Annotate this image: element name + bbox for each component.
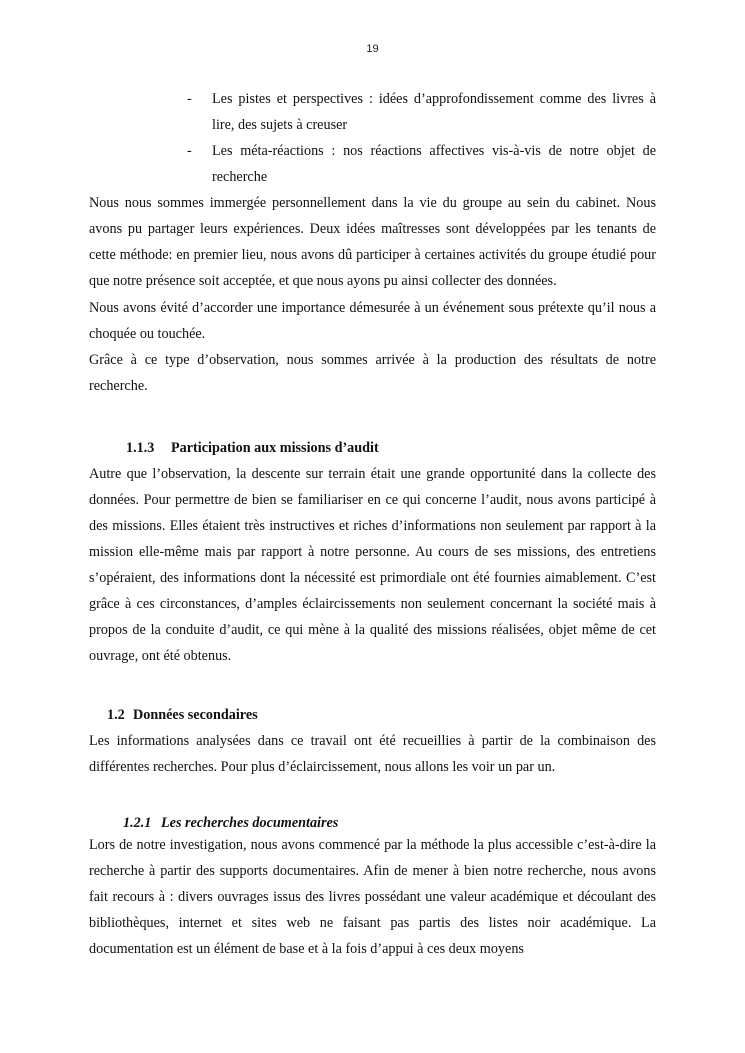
paragraph-donnees-secondaires: Les informations analysées dans ce travail ont été recueillies à partir de la combinaison des différentes recherches. Pour plus d’éclaircissement, nous allons les voir un par un. bbox=[89, 733, 656, 775]
bullet-item bbox=[89, 86, 656, 138]
bullet-text: Les pistes et perspectives : idées d’approfondissement comme des livres à lire, des sujets à creuser bbox=[212, 91, 656, 133]
heading-title: Données secondaires bbox=[133, 707, 258, 723]
bullet-text: Les méta-réactions : nos réactions affectives vis-à-vis de notre objet de recherche bbox=[212, 143, 656, 185]
heading-title: Participation aux missions d’audit bbox=[171, 440, 379, 456]
bullet-item bbox=[89, 138, 656, 190]
paragraph-missions-audit: Autre que l’observation, la descente sur terrain était une grande opportunité dans la collecte des données. Pour permettre de bien se familiariser en ce qui concerne l’audit, nous avons participé à des missions. Elles étaient très instructives et riches d’informations non seulement par rapport à la mission elle-même mais par rapport à notre personne. Au cours de ses missions, des entretiens s’opéraient, des informations dont la nécessité est primordiale ont été fournies aimablement. C’est grâce à ces circonstances, d’amples éclaircissements non seulement concernant la société mais à propos de la conduite d’audit, ce qui mène à la qualité des missions réalisées, objet même de cet ouvrage, ont été obtenus. bbox=[89, 466, 656, 664]
heading-1-1-3 bbox=[89, 435, 656, 461]
bullet-dash: - bbox=[187, 91, 192, 107]
heading-number: 1.1.3 bbox=[126, 440, 155, 456]
heading-1-2 bbox=[89, 702, 656, 728]
paragraph-immersion: Nous nous sommes immergée personnellement dans la vie du groupe au sein du cabinet. Nous avons pu partager leurs expériences. Deux idées maîtresses sont développées par les tenants de cette méthode: en premier lieu, nous avons dû participer à certaines activités du groupe étudié pour que notre présence soit acceptée, et que nous ayons pu ainsi collecter des données. bbox=[89, 195, 656, 289]
paragraph-grace: Grâce à ce type d’observation, nous sommes arrivée à la production des résultats de notre recherche. bbox=[89, 352, 656, 394]
paragraph-recherches-documentaires: Lors de notre investigation, nous avons commencé par la méthode la plus accessible c’est-à-dire la recherche à partir des supports documentaires. Afin de mener à bien notre recherche, nous avons fait recours à : divers ouvrages issus des livres possédant une valeur académique et découlant des bibliothèques, internet et sites web ne faisant pas partis des listes noir académique. La documentation est un élément de base et à la fois d’appui à ces deux moyens bbox=[89, 837, 656, 957]
heading-number: 1.2 bbox=[107, 707, 125, 723]
heading-title: Les recherches documentaires bbox=[161, 815, 339, 831]
page-number: 19 bbox=[366, 43, 379, 55]
paragraph-evite: Nous avons évité d’accorder une importance démesurée à un événement sous prétexte qu’il nous a choquée ou touchée. bbox=[89, 300, 656, 342]
heading-1-2-1 bbox=[89, 814, 656, 832]
document-body bbox=[89, 86, 656, 962]
heading-number: 1.2.1 bbox=[123, 815, 152, 831]
bullet-dash: - bbox=[187, 143, 192, 159]
